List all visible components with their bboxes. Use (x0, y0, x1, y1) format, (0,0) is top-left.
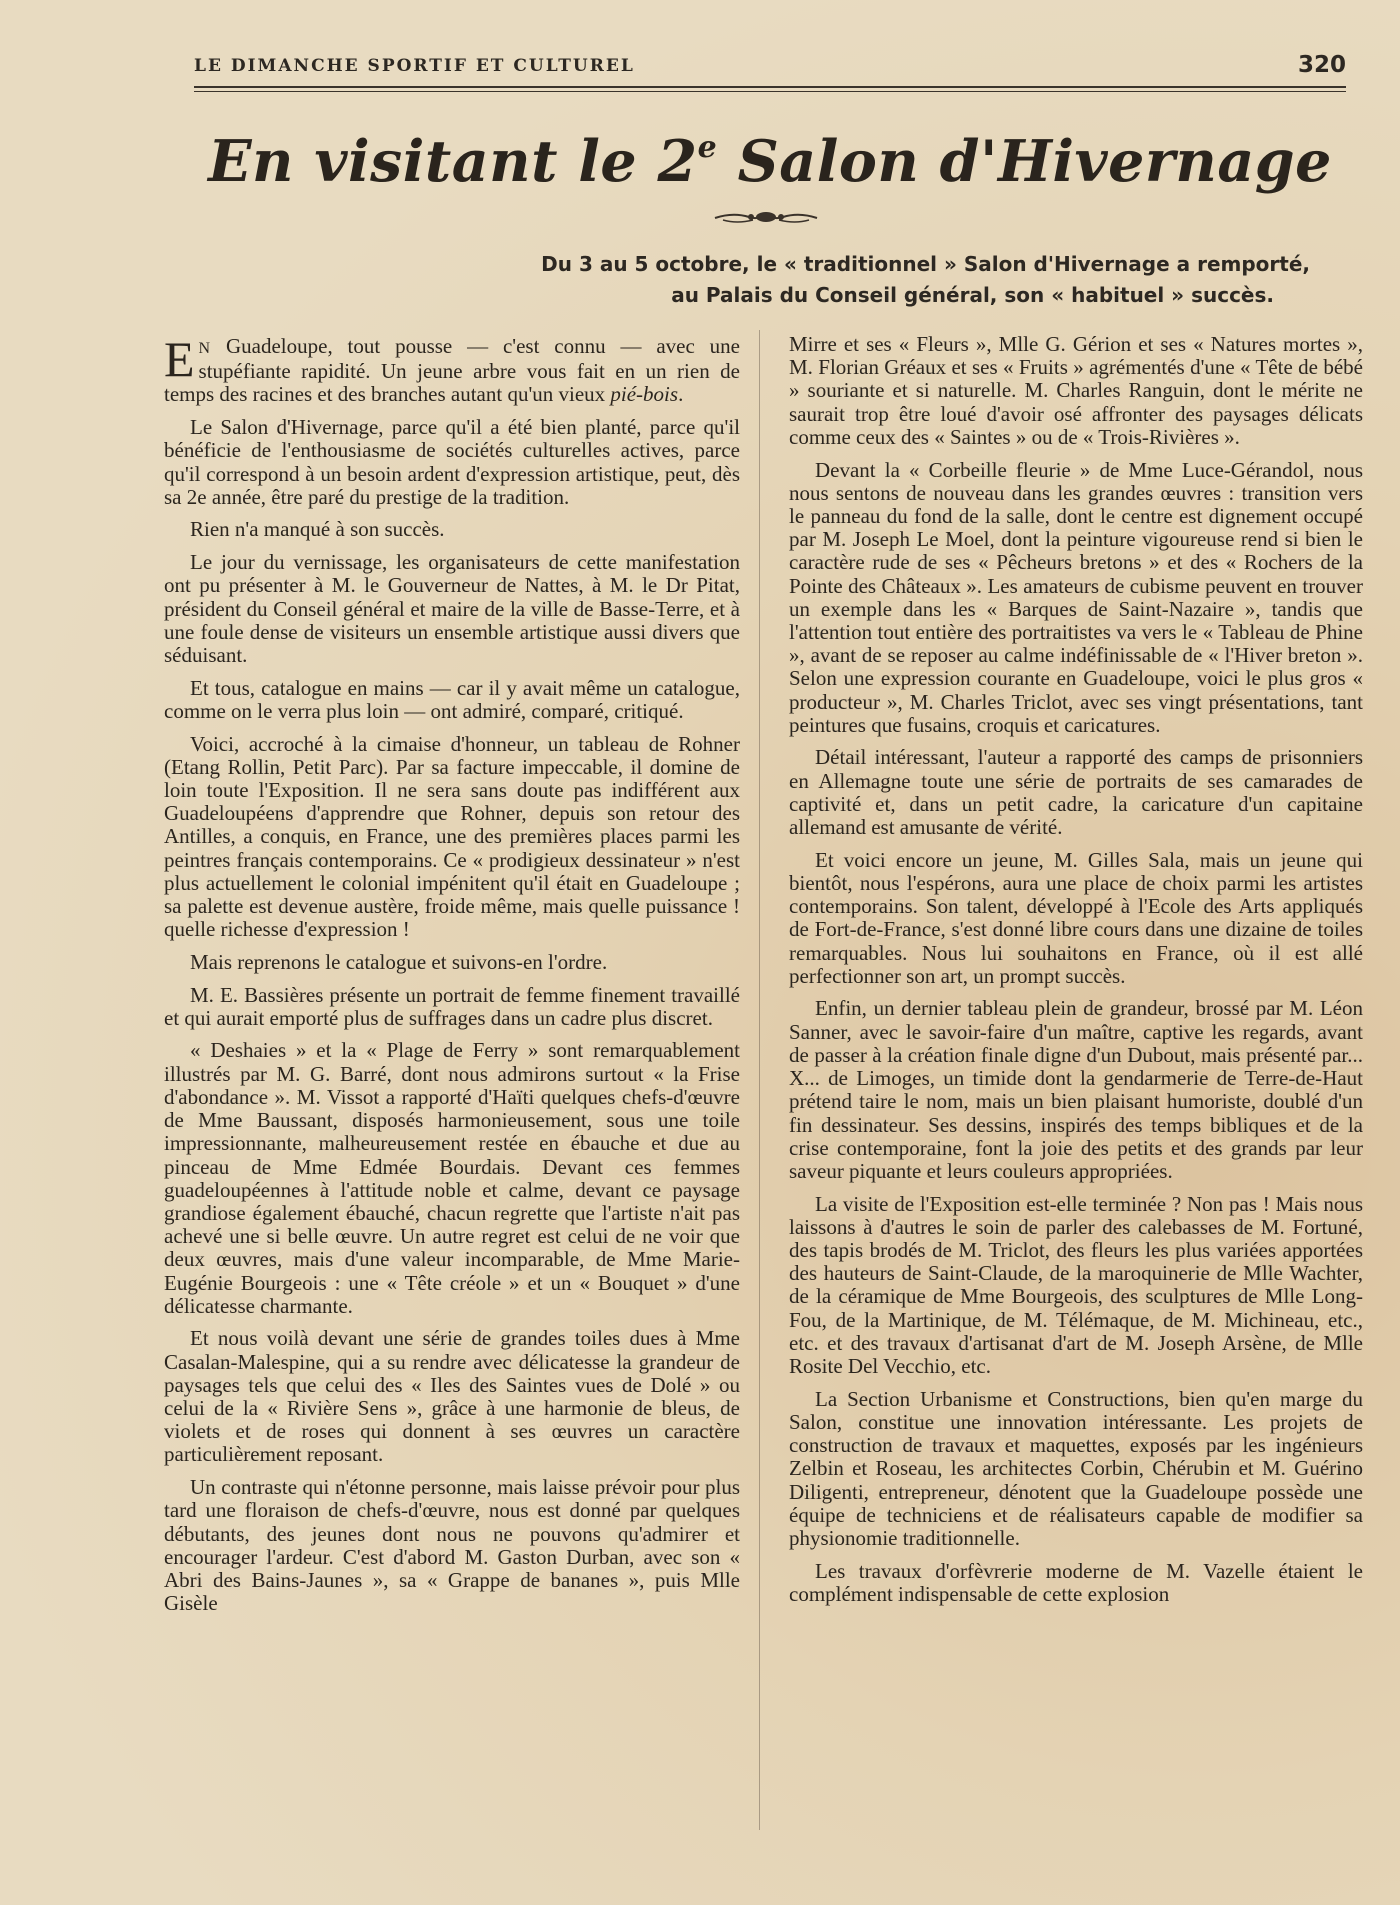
paragraph: Rien n'a manqué à son succès. (190, 517, 445, 542)
paragraph: Un contraste qui n'étonne personne, mais laisse prévoir pour plus tard une floraison de chefs-d'œuvre, nous est donné par quelques débutants, des jeunes dont nous ne pouvons qu'admirer et encourager l'ardeur. C'est d'abord M. Gaston Durban, avec son « Abri des Bains-Jaunes », sa « Grappe de bananes », puis Mlle Gisèle (164, 1475, 740, 1616)
article-column-left (164, 331, 740, 1625)
drop-cap: E (164, 331, 195, 387)
paragraph: La Section Urbanisme et Constructions, bien qu'en marge du Salon, constitue une innovation intéressante. Les projets de construction de travaux et maquettes, exposés par les ingénieurs Zelbin et Roseau, les architectes Corbin, Chérubin et M. Guérino Diligenti, entrepreneur, dénotent que la Guadeloupe possède une équipe de techniciens et de réalisateurs capable de modifier sa physionomie traditionnelle. (789, 1386, 1363, 1550)
title-superscript: e (697, 130, 718, 165)
page-number: 320 (1297, 52, 1346, 78)
title-start: En visitant le 2 (208, 128, 698, 195)
publication-name: LE DIMANCHE SPORTIF ET CULTUREL (194, 56, 635, 76)
paragraph: La visite de l'Exposition est-elle terminée ? Non pas ! Mais nous laissons à d'autres le soin de parler des calebasses de M. Fortuné, des tapis brodés de M. Triclot, des fleurs les plus variées apportées des hauteurs de Saint-Claude, de la maroquinerie de Mlle Wachter, de la céramique de Mme Bourgeois, des sculptures de Mlle Long-Fou, de la Martinique, de M. Télémaque, de M. Michineau, etc., etc. et des travaux d'artisanat d'art de M. Joseph Arsène, de Mlle Rosite Del Vecchio, etc. (789, 1191, 1363, 1379)
title-end: Salon d'Hivernage (717, 128, 1332, 195)
article-subtitle (250, 249, 1310, 311)
subtitle-line: Du 3 au 5 octobre, le « traditionnel » Salon d'Hivernage a remporté, (541, 252, 1310, 276)
column-divider (759, 330, 760, 1830)
paragraph: Voici, accroché à la cimaise d'honneur, un tableau de Rohner (Etang Rollin, Petit Parc). Par sa facture impeccable, il domine de loin toute l'Exposition. Il ne sera sans doute pas indifférent aux Guadeloupéens d'apprendre que Rohner, depuis son retour des Antilles, a conquis, en France, une des premières places parmi les peintres français contemporains. Ce « prodigieux dessinateur » n'est plus actuellement le colonial impénitent qu'il était en Guadeloupe ; sa palette est devenue austère, froide même, mais quelle puissance ! quelle richesse d'expression ! (164, 731, 740, 942)
header-rule-thin (194, 91, 1346, 92)
header-rule-thick (194, 86, 1346, 88)
paragraph: Le jour du vernissage, les organisateurs de cette manifestation ont pu présenter à M. le Gouverneur de Nattes, à M. le Dr Pitat, président du Conseil général et maire de la ville de Basse-Terre, et à une foule dense de visiteurs un ensemble artistique aussi divers que séduisant. (164, 550, 740, 667)
article-column-right (789, 333, 1363, 1616)
paragraph: Les travaux d'orfèvrerie moderne de M. Vazelle étaient le complément indispensable de cette explosion (789, 1558, 1363, 1606)
subtitle-line: au Palais du Conseil général, son « habituel » succès. (671, 283, 1274, 307)
paragraph: Mirre et ses « Fleurs », Mlle G. Gérion et ses « Natures mortes », M. Florian Gréaux et ses « Fruits » agrémentés d'une « Tête de bébé » souriante et si naturelle. M. Charles Ranguin, dont le mérite ne saurait trop être loué d'avoir osé affronter des paysages délicats comme ceux des « Saintes » ou de « Trois-Rivières ». (789, 332, 1363, 449)
paragraph: « Deshaies » et la « Plage de Ferry » sont remarquablement illustrés par M. G. Barré, dont nous admirons surtout « la Frise d'abondance ». M. Vissot a rapporté d'Haïti quelques chefs-d'œuvre de Mme Baussant, disposés harmonieusement, sous une toile impressionnante, malheureusement restée en ébauche et due au pinceau de Mme Edmée Bourdais. Devant ces femmes guadeloupéennes à l'attitude noble et calme, devant ce paysage grandiose également ébauché, chacun regrette que l'artiste n'ait pas achevé une si belle œuvre. Un autre regret est celui de ne voir que deux œuvres, mais d'une valeur incomparable, de Mme Marie-Eugénie Bourgeois : une « Tête créole » et un « Bouquet » d'une délicatesse charmante. (164, 1038, 740, 1318)
paragraph: Et nous voilà devant une série de grandes toiles dues à Mme Casalan-Malespine, qui a su rendre avec délicatesse la grandeur de paysages tels que celui des « Iles des Saintes vues de Dolé » ou celui de la « Rivière Sens », grâce à une harmonie de bleus, de violets et de roses qui donnent à ses œuvres un caractère particulièrement reposant. (164, 1326, 740, 1467)
paragraph: Enfin, un dernier tableau plein de grandeur, brossé par M. Léon Sanner, avec le savoir-faire d'un maître, captive les regards, avant de passer à la création finale digne d'un Dubout, mais présenté par... X... de Limoges, un timide dont la gendarmerie de Terre-de-Haut prétend taire le nom, mais un bien plaisant humoriste, doublé d'un fin dessinateur. Ses dessins, inspirés des temps bibliques et de la crise contemporaine, font la joie des petits et des grands par leur saveur piquante et leurs couleurs appropriées. (789, 996, 1363, 1183)
paragraph: Et tous, catalogue en mains — car il y avait même un catalogue, comme on le verra plus loin — ont admiré, comparé, critiqué. (164, 675, 740, 723)
paragraph: Et voici encore un jeune, M. Gilles Sala, mais un jeune qui bientôt, nous l'espérons, aura une place de choix parmi les artistes contemporains. Son talent, développé à l'Ecole des Arts appliqués de Fort-de-France, s'est donné libre cours dans une dizaine de toiles remarquables. Nous lui souhaitons en France, où il est allé perfectionner son art, un prompt succès. (789, 847, 1363, 988)
paragraph: Le Salon d'Hivernage, parce qu'il a été bien planté, parce qu'il bénéficie de l'enthousiasme de sociétés culturelles actives, parce qu'il correspond à un besoin ardent d'expression artistique, peut, dès sa 2e année, être paré du prestige de la tradition. (164, 415, 740, 509)
page-header (194, 52, 1346, 82)
ornament-icon (713, 208, 819, 226)
paragraph: E N Guadeloupe, tout pousse — c'est connu — avec une stupéfiante rapidité. Un jeune arbre vous fait en un rien de temps des racines et des branches autant qu'un vieux pié-bois. (164, 331, 740, 407)
article-title (194, 128, 1346, 195)
paragraph: M. E. Bassières présente un portrait de femme finement travaillé et qui aurait emporté plus de suffrages dans un cadre plus discret. (164, 982, 740, 1030)
paragraph: Devant la « Corbeille fleurie » de Mme Luce-Gérandol, nous nous sentons de nouveau dans les grandes œuvres : transition vers le panneau du fond de la salle, dont le centre est dignement occupé par M. Joseph Le Moel, dont la peinture vigoureuse rend si bien le caractère rude de ses « Pêcheurs bretons » et des « Rochers de la Pointe des Châteaux ». Les amateurs de cubisme peuvent en trouver un exemple dans les « Barques de Saint-Nazaire », tandis que l'attention tout entière des portraitistes va vers le « Tableau de Phine », avant de se reposer au calme indéfinissable de « l'Hiver breton ». Selon une expression courante en Guadeloupe, voici le plus gros « producteur », M. Charles Triclot, avec ses vingt présentations, tant peintures que fusains, croquis et caricatures. (789, 457, 1363, 737)
paragraph: Détail intéressant, l'auteur a rapporté des camps de prisonniers en Allemagne toute une série de portraits de ses camarades de captivité et, dans un petit cadre, la caricature d'un capitaine allemand est amusante de vérité. (789, 745, 1363, 840)
paragraph: Mais reprenons le catalogue et suivons-en l'ordre. (190, 949, 608, 974)
